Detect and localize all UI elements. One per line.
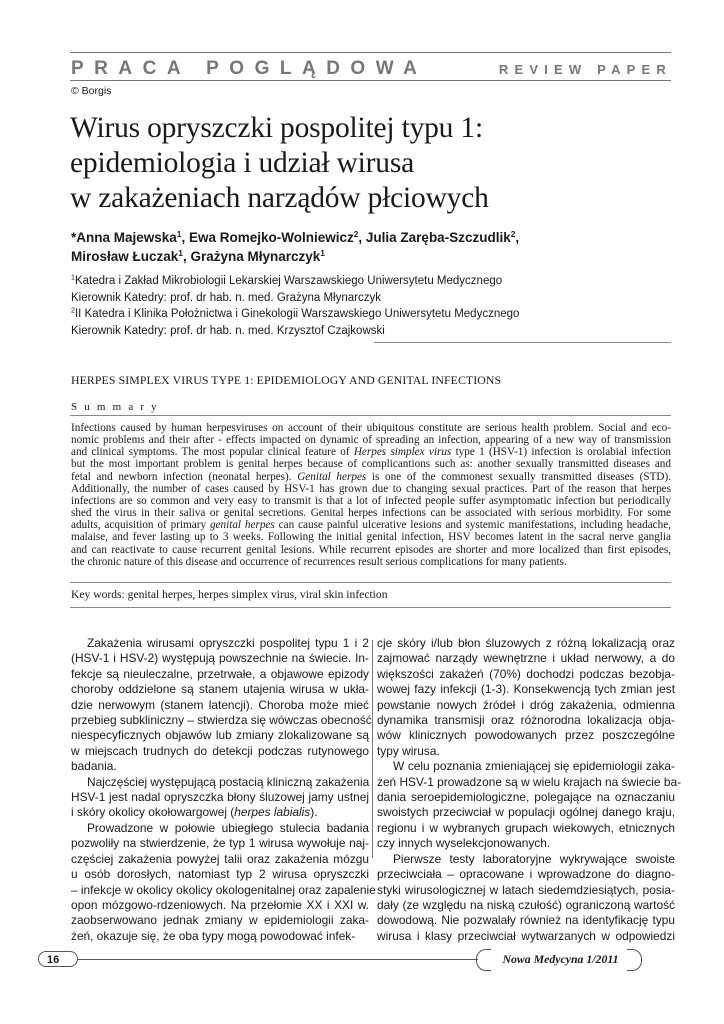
- author-separator: ,: [515, 230, 520, 245]
- affiliation-text: Kierownik Katedry: prof. dr hab. n. med. Krzysztof Czajkowski: [71, 324, 385, 337]
- italic-term: Herpes simplex virus: [353, 446, 452, 459]
- body-line: [377, 913, 675, 928]
- author-list: [71, 228, 671, 266]
- body-line: [377, 636, 675, 651]
- text-run: choroby oddzielone są stanem utajenia wirusa w ukła-: [71, 682, 369, 697]
- summary-line: [71, 556, 671, 568]
- section-label: PRACA POGLĄDOWA: [71, 58, 428, 79]
- summary-heading: S u m m a r y: [71, 401, 159, 413]
- text-run: Pierwsze testy laboratoryjne wykrywające swoiste: [393, 851, 675, 866]
- header-bottom-rule: [70, 80, 671, 81]
- text-run: dynamika transmisji oraz różnorodna lokalizacja obja-: [377, 713, 675, 728]
- affiliation-ref: 1: [176, 228, 182, 239]
- column-divider: [372, 640, 373, 858]
- text-run: większości zakażeń (70%) dochodzi podczas bezobja-: [377, 666, 675, 681]
- text-run: badania.: [71, 759, 117, 774]
- affiliation-number: 2: [71, 306, 75, 315]
- body-line: [377, 929, 675, 944]
- journal-bracket-left: [476, 949, 491, 971]
- body-line: [71, 713, 372, 728]
- text-run: fetal and newborn infection (neonatal herpes).: [71, 470, 298, 483]
- body-line: [377, 682, 675, 697]
- body-line: [377, 713, 675, 728]
- affiliation-ref: 1: [320, 247, 325, 258]
- text-run: infections are so common and very easy to transmit is that a lot of infected people suffer asymptomatic infection but periodically: [71, 494, 671, 507]
- author-name: Mirosław Łuczak: [71, 249, 179, 264]
- affiliation-text: Katedra i Zakład Mikrobiologii Lekarskiej Warszawskiego Uniwersytetu Medycznego: [74, 275, 503, 287]
- text-run: but the most important problem is genital herpes because of complicantions such as: another sexually transmitted diseases and: [71, 458, 671, 471]
- author-line: [71, 247, 671, 266]
- summary-line: [71, 507, 671, 519]
- text-run: zajmować narządy wewnętrzne i układ nerwowy, a do: [377, 651, 675, 666]
- author-line: [71, 228, 671, 247]
- summary-top-rule: [70, 415, 671, 416]
- text-run: swoistych przeciwciał w populacji ogólnej danego kraju,: [377, 805, 675, 820]
- text-run: – infekcje w okolicy okolicy okologenitalnej oraz zapalenie: [71, 882, 376, 897]
- text-run: malaise, and fever lasting up to 3 weeks. Following the initial genital infection, HSV becomes latent in the sacral nerve ganglia: [71, 531, 671, 544]
- text-run: Additionally, the number of cases caused by HSV-1 has grown due to changing sexual practices. Part of the reason that herpes: [71, 482, 671, 495]
- affiliation-ref: 2: [510, 228, 516, 239]
- text-run: wowej fazy infekcji (1-3). Konsekwencją tych zmian jest: [377, 682, 675, 697]
- body-line: [71, 805, 369, 820]
- title-line: w zakażeniach narządów płciowych: [70, 182, 489, 214]
- text-run: niespecyficznych objawów lub zmiany zlokalizowane są: [71, 728, 369, 743]
- header-top-rule: [70, 52, 671, 53]
- body-line: [71, 898, 369, 913]
- title-line: epidemiologia i udział wirusa: [70, 147, 415, 179]
- body-line: [377, 790, 675, 805]
- text-run: type 1 (HSV-1) infection is orolabial infection: [451, 446, 671, 459]
- author-name: *Anna Majewska: [71, 230, 177, 245]
- body-line: [377, 651, 675, 666]
- body-line: [71, 821, 369, 836]
- affiliations: [71, 273, 671, 339]
- summary-line: [71, 434, 671, 446]
- text-run: regionu i w wybranych grupach wiekowych, etnicznych: [377, 820, 675, 835]
- body-line: [71, 929, 369, 944]
- body-line: [71, 836, 369, 851]
- summary-bottom-rule: [70, 582, 671, 583]
- affiliation-line: [71, 273, 671, 290]
- body-line: [71, 759, 369, 774]
- affiliation-text: II Katedra i Klinika Położnictwa i Ginekologii Warszawskiego Uniwersytetu Medycznego: [74, 308, 520, 320]
- review-paper-label: REVIEW PAPER: [498, 62, 672, 77]
- body-line: [71, 744, 369, 759]
- body-line: [377, 759, 675, 774]
- body-line: [71, 728, 369, 743]
- text-run: can cause painful ulcerative lesions and systemic manifestations, including headache,: [274, 519, 671, 532]
- text-run: Prowadzone w połowie ubiegłego stulecia badania: [87, 820, 369, 835]
- text-run: W celu poznania zmieniającej się epidemiologii zaka-: [393, 759, 675, 774]
- title-line: Wirus opryszczki pospolitej typu 1:: [70, 112, 483, 144]
- affiliation-ref: 2: [353, 228, 359, 239]
- text-run: Najczęściej występującą postacią kliniczną zakażenia: [87, 774, 370, 789]
- body-column-right: [377, 636, 682, 944]
- text-run: i skóry okolicy okołowargowej (: [71, 805, 235, 820]
- body-line: [71, 775, 369, 790]
- text-run: nomic problems and their after - effects impacted on dynamic of spreading an infection, appearing of a new way of transmission: [71, 434, 671, 447]
- english-title: HERPES SIMPLEX VIRUS TYPE 1: EPIDEMIOLOGY AND GENITAL INFECTIONS: [71, 373, 502, 387]
- body-line: [71, 882, 376, 898]
- summary-line: [71, 471, 671, 483]
- affiliation-line: [71, 306, 671, 323]
- body-line: [71, 790, 369, 805]
- body-line: [71, 651, 369, 666]
- body-line: [377, 821, 675, 836]
- keywords-rule: [70, 607, 671, 608]
- text-run: and can reactivate to cause recurrent genital lesions. While recurrent episodes are shorter and more localized than first episodes,: [71, 543, 671, 556]
- summary-line: [71, 495, 671, 507]
- text-run: the chronic nature of this disease and occurrence of recurrences result serious complications for many patients.: [71, 555, 567, 568]
- body-line: [377, 744, 675, 759]
- summary-line: [71, 531, 671, 543]
- body-line: [71, 636, 369, 651]
- text-run: powstanie nowych źródeł i dróg zakażenia, odmienna: [377, 697, 675, 712]
- text-run: adults, acquisition of primary: [71, 519, 210, 532]
- text-run: dały (ze względu na niską czułość) ograniczoną wartość: [377, 897, 675, 912]
- text-run: dania seroepidemiologiczne, polegające na oznaczaniu: [377, 790, 675, 805]
- summary-line: [71, 544, 671, 556]
- body-line: [71, 852, 369, 867]
- text-run: cje skóry i/lub błon śluzowych z różną lokalizacją oraz: [377, 636, 675, 650]
- summary-line: [71, 519, 671, 531]
- italic-term: herpes labialis: [234, 805, 311, 820]
- body-line: [377, 774, 682, 790]
- author-name: , Grażyna Młynarczyk: [182, 249, 321, 264]
- text-run: shed the virus in their saliva or genital secretions. Genital herpes infections can be associated with serious morbidity. For some: [71, 507, 671, 520]
- italic-term: genital herpes: [209, 519, 275, 532]
- text-run: wów klinicznych powodowanych przez poszczególne: [377, 728, 675, 743]
- affiliation-line: [71, 323, 671, 340]
- body-line: [377, 805, 675, 820]
- text-run: Infections caused by human herpesviruses on account of their ubiquitous constitute are serious health problem. Social and eco-: [71, 422, 671, 434]
- text-run: żeń HSV-1 prowadzone są w wielu krajach na świecie ba-: [377, 774, 682, 789]
- body-line: [377, 883, 675, 898]
- text-run: dowodową. Nie pozwalały również na identyfikację typu: [377, 913, 675, 928]
- body-line: [71, 867, 369, 882]
- text-run: styki wirusologicznej w latach siedemdziesiątych, posia-: [377, 882, 675, 897]
- text-run: wirusa i klasy przeciwciał wytwarzanych w odpowiedzi: [377, 928, 675, 943]
- text-run: u osób dorosłych, natomiast typ 2 wirusa opryszczki: [71, 867, 369, 882]
- italic-term: Genital herpes: [297, 470, 367, 483]
- body-line: [377, 836, 675, 851]
- text-run: żeń, okazuje się, że oba typy mogą powodować infek-: [71, 928, 356, 943]
- affiliation-number: 1: [71, 273, 75, 282]
- text-run: HSV-1 jest nadal opryszczka błony śluzowej jamy ustnej: [71, 790, 369, 805]
- affiliation-text: Kierownik Katedry: prof. dr hab. n. med. Grażyna Młynarczyk: [71, 291, 381, 304]
- body-line: [377, 698, 675, 713]
- body-line: [377, 667, 675, 682]
- text-run: is one of the commonest sexually transmitted diseases (STD).: [366, 470, 672, 483]
- body-line: [377, 898, 675, 913]
- article-title: [70, 111, 670, 216]
- summary-abstract: [71, 422, 671, 568]
- text-run: przebieg subkliniczny – stwierdza się wówczas obecność: [71, 713, 372, 728]
- body-line: [377, 852, 675, 867]
- text-run: fekcje są nieuleczalne, przetrwałe, a objawowe epizody: [71, 666, 369, 681]
- text-run: zaobserwowano jednak zmiany w epidemiologii zaka-: [71, 913, 369, 928]
- text-run: and clinical symptoms. The most popular clinical feature of: [71, 446, 354, 459]
- affiliation-ref: 1: [178, 247, 183, 258]
- body-line: [71, 913, 369, 928]
- affiliation-line: [71, 290, 671, 307]
- body-line: [377, 728, 675, 743]
- keywords: Key words: genital herpes, herpes simplex virus, viral skin infection: [71, 588, 388, 601]
- summary-line: [71, 422, 671, 434]
- body-column-left: [71, 636, 376, 944]
- summary-line: [71, 458, 671, 470]
- text-run: dzie nerwowym (stanem latencji). Choroba może mieć: [71, 697, 369, 712]
- text-run: czy innych wyselekcjonowanych.: [377, 836, 551, 851]
- body-line: [71, 667, 369, 682]
- text-run: typy wirusa.: [377, 743, 440, 758]
- text-run: w miejscach trudnych do detekcji podczas rutynowego: [71, 743, 369, 758]
- author-name: , Julia Zaręba-Szczudlik: [358, 230, 511, 245]
- journal-name: Nowa Medycyna 1/2011: [478, 948, 643, 970]
- text-run: Zakażenia wirusami opryszczki pospolitej typu 1 i 2: [87, 636, 369, 650]
- text-run: ).: [310, 805, 318, 820]
- affiliation-divider: [374, 342, 671, 343]
- text-run: przeciwciała – opracowane i wprowadzone do diagno-: [377, 867, 675, 882]
- body-line: [377, 867, 675, 882]
- body-line: [71, 682, 369, 697]
- text-run: opon mózgowo-rdzeniowych. Na przełomie XX i XXI w.: [71, 897, 369, 912]
- text-run: (HSV-1 i HSV-2) występują powszechnie na świecie. In-: [71, 651, 369, 666]
- text-run: pozwoliły na stwierdzenie, że typ 1 wirusa wywołuje naj-: [71, 836, 369, 851]
- copyright-notice: © Borgis: [71, 85, 112, 97]
- summary-line: [71, 483, 671, 495]
- body-line: [71, 698, 369, 713]
- page-number: 16: [38, 951, 78, 967]
- author-name: , Ewa Romejko-Wolniewicz: [181, 230, 354, 245]
- text-run: częściej zakażenia powyżej talii oraz zakażenia mózgu: [71, 851, 369, 866]
- summary-line: [71, 446, 671, 458]
